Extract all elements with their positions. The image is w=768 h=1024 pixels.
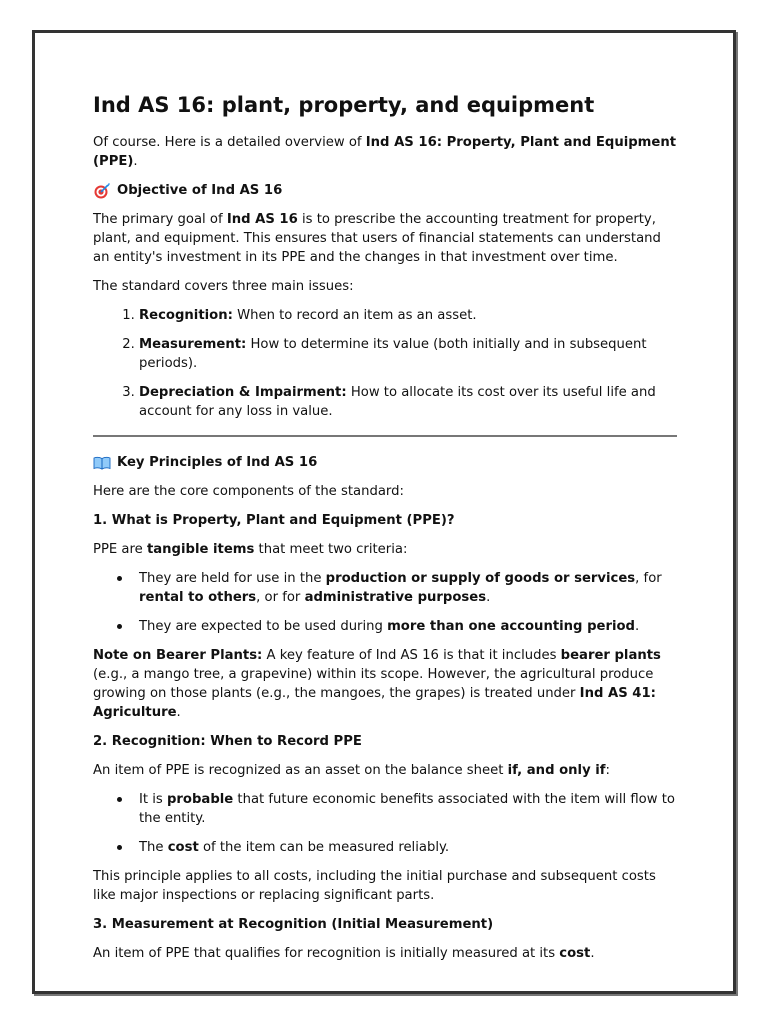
bearer-plants-note	[93, 646, 677, 722]
recognition-closing: This principle applies to all costs, including the initial purchase and subsequent costs like major inspections or replacing significant parts.	[93, 869, 656, 903]
item-text: , for	[635, 571, 662, 586]
principles-heading	[93, 453, 677, 472]
intro-text: Of course. Here is a detailed overview of	[93, 135, 366, 150]
intro-text-end: .	[133, 154, 138, 169]
item-bold: probable	[166, 792, 234, 807]
book-icon	[93, 455, 111, 471]
measurement-bold: cost	[559, 946, 591, 961]
issues-lead: The standard covers three main issues:	[93, 279, 354, 294]
issue-text: When to record an item as an asset.	[232, 308, 477, 323]
item-bold: cost	[167, 840, 199, 855]
item-text: , or for	[256, 590, 305, 605]
issue-bold: Recognition:	[139, 308, 233, 323]
intro-bold: Ind AS 16: Property, Plant and Equipment (PPE)	[93, 135, 677, 169]
subsection-heading	[93, 915, 677, 934]
note-text: (e.g., a mango tree, a grapevine) within its scope. However, the agricultural produce growing on those plants (e.g., the mangoes, the grapes) is treated under	[93, 667, 654, 701]
subsection-heading	[93, 732, 677, 751]
item-text: They are held for use in the	[139, 571, 326, 586]
objective-bold: Ind AS 16	[226, 212, 298, 227]
principles-heading-text: Key Principles of Ind AS 16	[117, 455, 318, 470]
ppe-lead-bold: tangible items	[146, 542, 255, 557]
measurement-paragraph	[93, 944, 677, 963]
principles-intro: Here are the core components of the standard:	[93, 484, 404, 499]
item-text: .	[634, 619, 640, 634]
section-divider	[93, 435, 677, 437]
objective-text-end: is to prescribe the accounting treatment for property, plant, and equipment. This ensures that users of financial statements can understand an entity's investment in its PPE and the changes in that investment over time.	[93, 212, 661, 265]
objective-heading-text: Objective of Ind AS 16	[117, 183, 283, 198]
ppe-lead-text-end: that meet two criteria:	[254, 542, 408, 557]
list-item	[139, 617, 677, 636]
target-icon	[93, 183, 111, 199]
recognition-lead-text-end: :	[605, 763, 610, 778]
ppe-lead	[93, 540, 677, 559]
recognition-criteria-list	[93, 790, 677, 857]
list-item	[139, 790, 677, 828]
page-title: Ind AS 16: plant, property, and equipment	[93, 93, 595, 117]
note-text: .	[176, 705, 181, 720]
intro-paragraph	[93, 133, 677, 171]
measurement-text: An item of PPE that qualifies for recognition is initially measured at its	[93, 946, 560, 961]
subsection-heading-text: 2. Recognition: When to Record PPE	[93, 734, 362, 749]
subsection-heading	[93, 511, 677, 530]
objective-heading	[93, 181, 677, 200]
subsection-heading-text: 3. Measurement at Recognition (Initial Measurement)	[93, 917, 494, 932]
note-bold: bearer plants	[560, 648, 661, 663]
item-bold: administrative purposes	[304, 590, 487, 605]
document-content	[93, 91, 677, 973]
issues-list	[93, 306, 677, 421]
issue-bold: Measurement:	[139, 337, 247, 352]
objective-paragraph	[93, 210, 677, 267]
objective-text: The primary goal of	[93, 212, 227, 227]
list-item	[139, 569, 677, 607]
list-item	[139, 383, 677, 421]
note-bold: Note on Bearer Plants:	[93, 648, 263, 663]
issue-text: How to determine its value (both initially and in subsequent periods).	[139, 337, 647, 371]
document-page	[32, 30, 736, 994]
list-item	[139, 306, 677, 325]
item-bold: production or supply of goods or services	[325, 571, 636, 586]
subsection-heading-text: 1. What is Property, Plant and Equipment (PPE)?	[93, 513, 455, 528]
item-bold: rental to others	[139, 590, 257, 605]
ppe-lead-text: PPE are	[93, 542, 147, 557]
issue-text: How to allocate its cost over its useful life and account for any loss in value.	[139, 385, 656, 419]
list-item	[139, 838, 677, 857]
note-text: A key feature of Ind AS 16 is that it includes	[262, 648, 561, 663]
item-text: .	[486, 590, 491, 605]
issue-bold: Depreciation & Impairment:	[139, 385, 347, 400]
list-item	[139, 335, 677, 373]
item-bold: more than one accounting period	[387, 619, 635, 634]
item-text: They are expected to be used during	[139, 619, 388, 634]
item-text: It is	[139, 792, 167, 807]
item-text: of the item can be measured reliably.	[198, 840, 450, 855]
ppe-criteria-list	[93, 569, 677, 636]
recognition-lead	[93, 761, 677, 780]
recognition-lead-bold: if, and only if	[507, 763, 606, 778]
measurement-text-end: .	[590, 946, 595, 961]
item-text: that future economic benefits associated with the item will flow to the entity.	[139, 792, 675, 826]
note-bold: Ind AS 41: Agriculture	[93, 686, 656, 720]
recognition-lead-text: An item of PPE is recognized as an asset on the balance sheet	[93, 763, 508, 778]
item-text: The	[139, 840, 168, 855]
